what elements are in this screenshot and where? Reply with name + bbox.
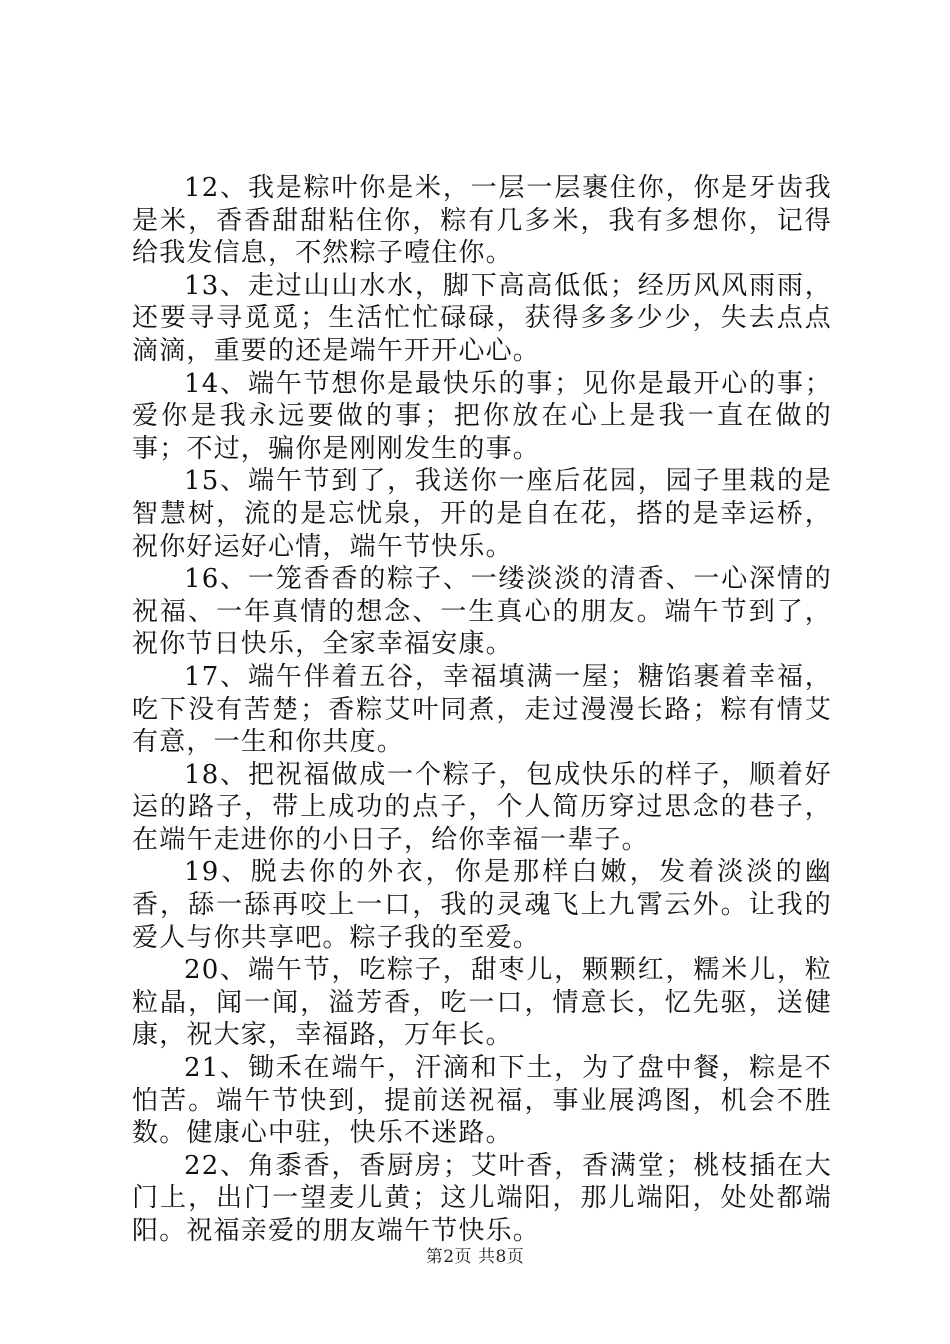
paragraph-15: 15、端午节到了，我送你一座后花园，园子里栽的是智慧树，流的是忘忧泉，开的是自在花，搭的是幸运桥，祝你好运好心情，端午节快乐。	[132, 466, 832, 562]
paragraph-18: 18、把祝福做成一个粽子，包成快乐的样子，顺着好运的路子，带上成功的点子，个人简历穿过思念的巷子，在端午走进你的小日子，给你幸福一辈子。	[132, 759, 832, 855]
page-number-footer: 第2页 共8页	[425, 1247, 525, 1267]
paragraph-17: 17、端午伴着五谷，幸福填满一屋；糖馅裹着幸福，吃下没有苦楚；香粽艾叶同煮，走过漫漫长路；粽有情艾有意，一生和你共度。	[132, 661, 832, 758]
document-body	[132, 172, 832, 1248]
paragraph-21: 21、锄禾在端午，汗滴和下土，为了盘中餐，粽是不怕苦。端午节快到，提前送祝福，事业展鸿图，机会不胜数。健康心中驻，快乐不迷路。	[132, 1053, 832, 1149]
paragraph-14: 14、端午节想你是最快乐的事；见你是最开心的事；爱你是我永远要做的事；把你放在心上是我一直在做的事；不过，骗你是刚刚发生的事。	[132, 368, 832, 464]
paragraph-22: 22、角黍香，香厨房；艾叶香，香满堂；桃枝插在大门上，出门一望麦儿黄；这儿端阳，那儿端阳，处处都端阳。祝福亲爱的朋友端午节快乐。	[132, 1150, 832, 1246]
paragraph-13: 13、走过山山水水，脚下高高低低；经历风风雨雨，还要寻寻觅觅；生活忙忙碌碌，获得多多少少，失去点点滴滴，重要的还是端午开开心心。	[132, 270, 832, 366]
paragraph-16: 16、一笼香香的粽子、一缕淡淡的清香、一心深情的祝福、一年真情的想念、一生真心的朋友。端午节到了，祝你节日快乐，全家幸福安康。	[132, 564, 832, 660]
paragraph-20: 20、端午节，吃粽子，甜枣儿，颗颗红，糯米儿，粒粒晶，闻一闻，溢芳香，吃一口，情意长，忆先驱，送健康，祝大家，幸福路，万年长。	[132, 955, 832, 1051]
paragraph-12: 12、我是粽叶你是米，一层一层裹住你，你是牙齿我是米，香香甜甜粘住你，粽有几多米，我有多想你，记得给我发信息，不然粽子噎住你。	[132, 173, 832, 269]
paragraph-19: 19、脱去你的外衣，你是那样白嫩，发着淡淡的幽香，舔一舔再咬上一口，我的灵魂飞上九霄云外。让我的爱人与你共享吧。粽子我的至爱。	[132, 857, 832, 953]
